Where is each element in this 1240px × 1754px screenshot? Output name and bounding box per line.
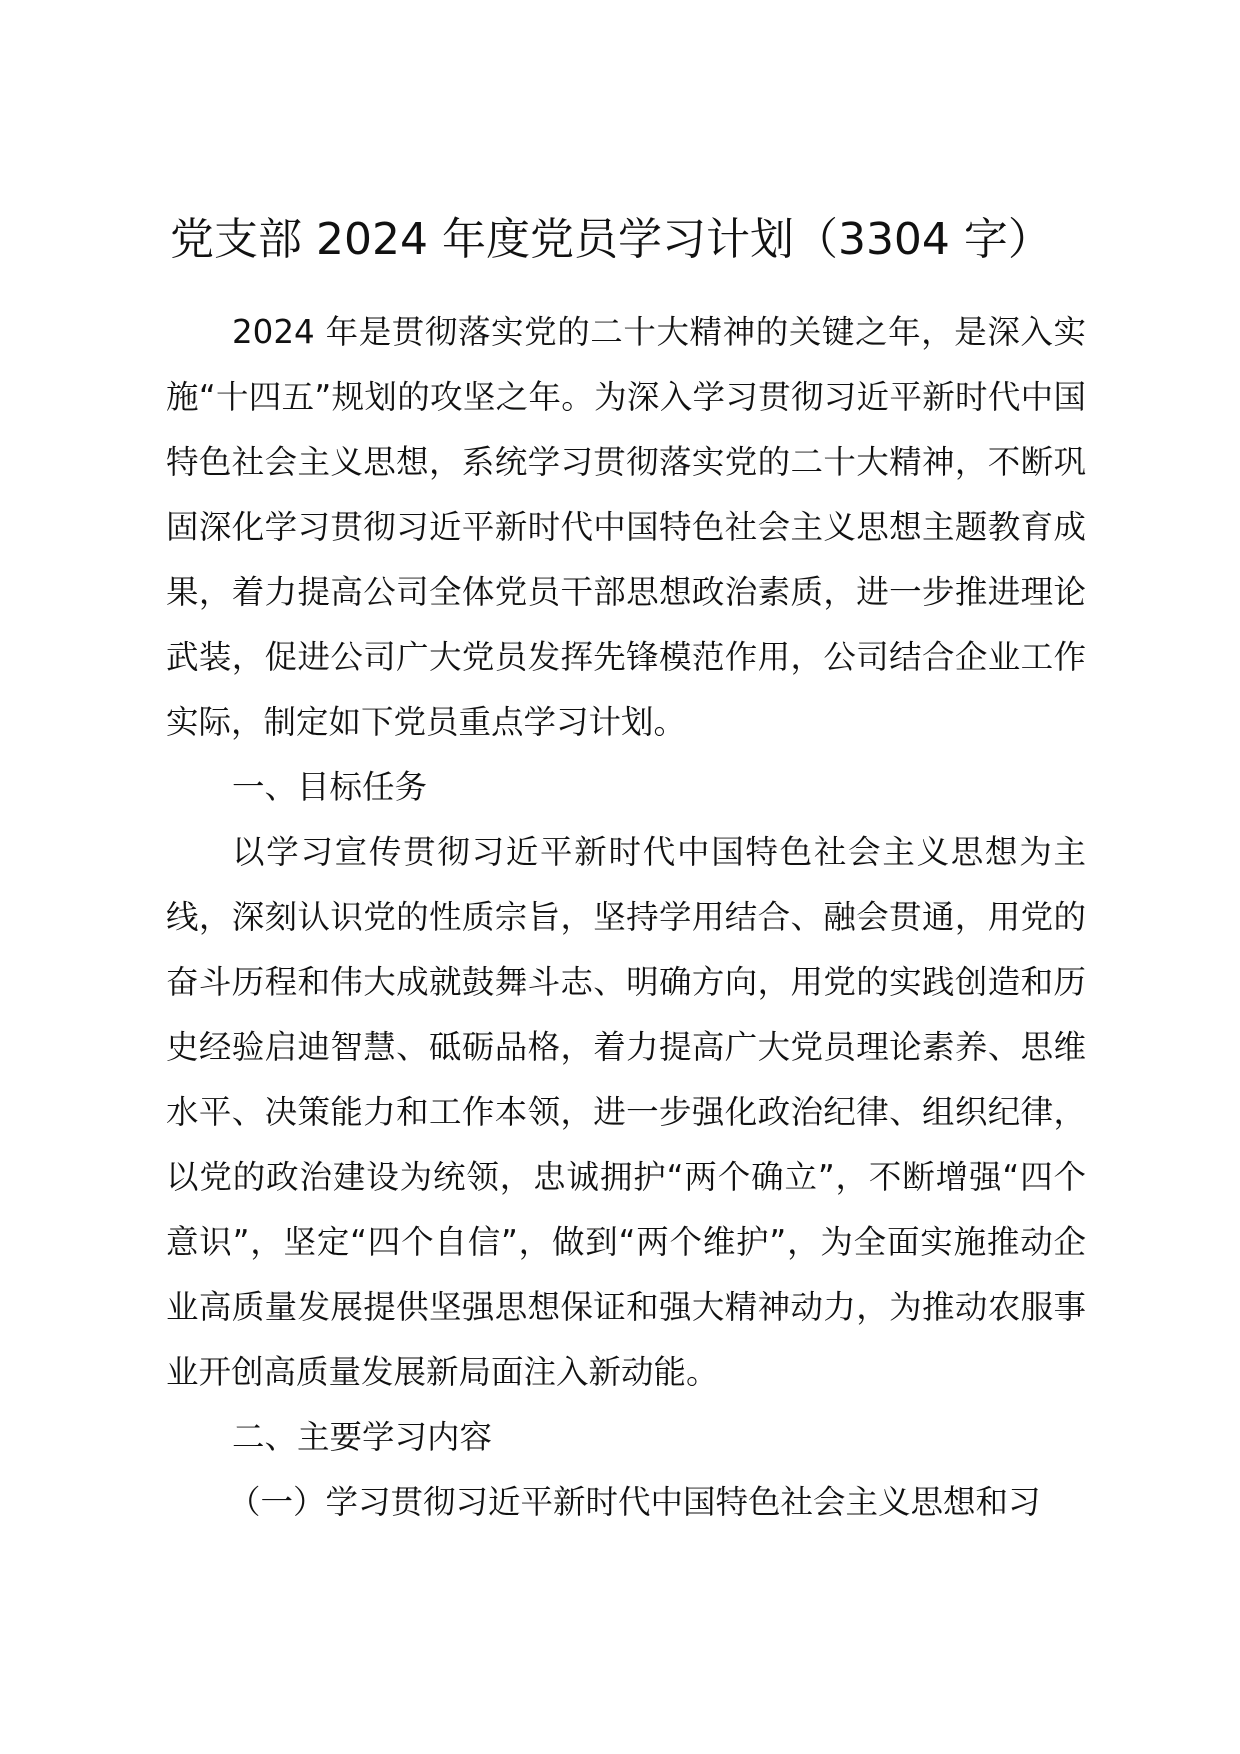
- section-heading-content: 二、主要学习内容: [232, 1418, 493, 1456]
- document-title: 党支部 2024 年度党员学习计划（3304 字）: [170, 214, 1052, 265]
- goals-paragraph: 以学习宣传贯彻习近平新时代中国特色社会主义思想为主线，深刻认识党的性质宗旨，坚持学用结合、融会贯通，用党的奋斗历程和伟大成就鼓舞斗志、明确方向，用党的实践创造和历史经验启迪智慧、砥砺品格，着力提高广大党员理论素养、思维水平、决策能力和工作本领，进一步强化政治纪律、组织纪律，以党的政治建设为统领，忠诚拥护“两个确立”，不断增强“四个意识”，坚定“四个自信”，做到“两个维护”，为全面实施推动企业高质量发展提供坚强思想保证和强大精神动力，为推动农服事业开创高质量发展新局面注入新动能。: [166, 833, 1086, 1391]
- section-heading-goals: 一、目标任务: [232, 768, 428, 806]
- intro-paragraph: 2024 年是贯彻落实党的二十大精神的关键之年，是深入实施“十四五”规划的攻坚之年。为深入学习贯彻习近平新时代中国特色社会主义思想，系统学习贯彻落实党的二十大精神，不断巩固深化学习贯彻习近平新时代中国特色社会主义思想主题教育成果，着力提高公司全体党员干部思想政治素质，进一步推进理论武装，促进公司广大党员发挥先锋模范作用，公司结合企业工作实际，制定如下党员重点学习计划。: [166, 313, 1086, 741]
- subsection-heading-one: （一）学习贯彻习近平新时代中国特色社会主义思想和习: [228, 1483, 1041, 1521]
- document-body: [166, 300, 1086, 1535]
